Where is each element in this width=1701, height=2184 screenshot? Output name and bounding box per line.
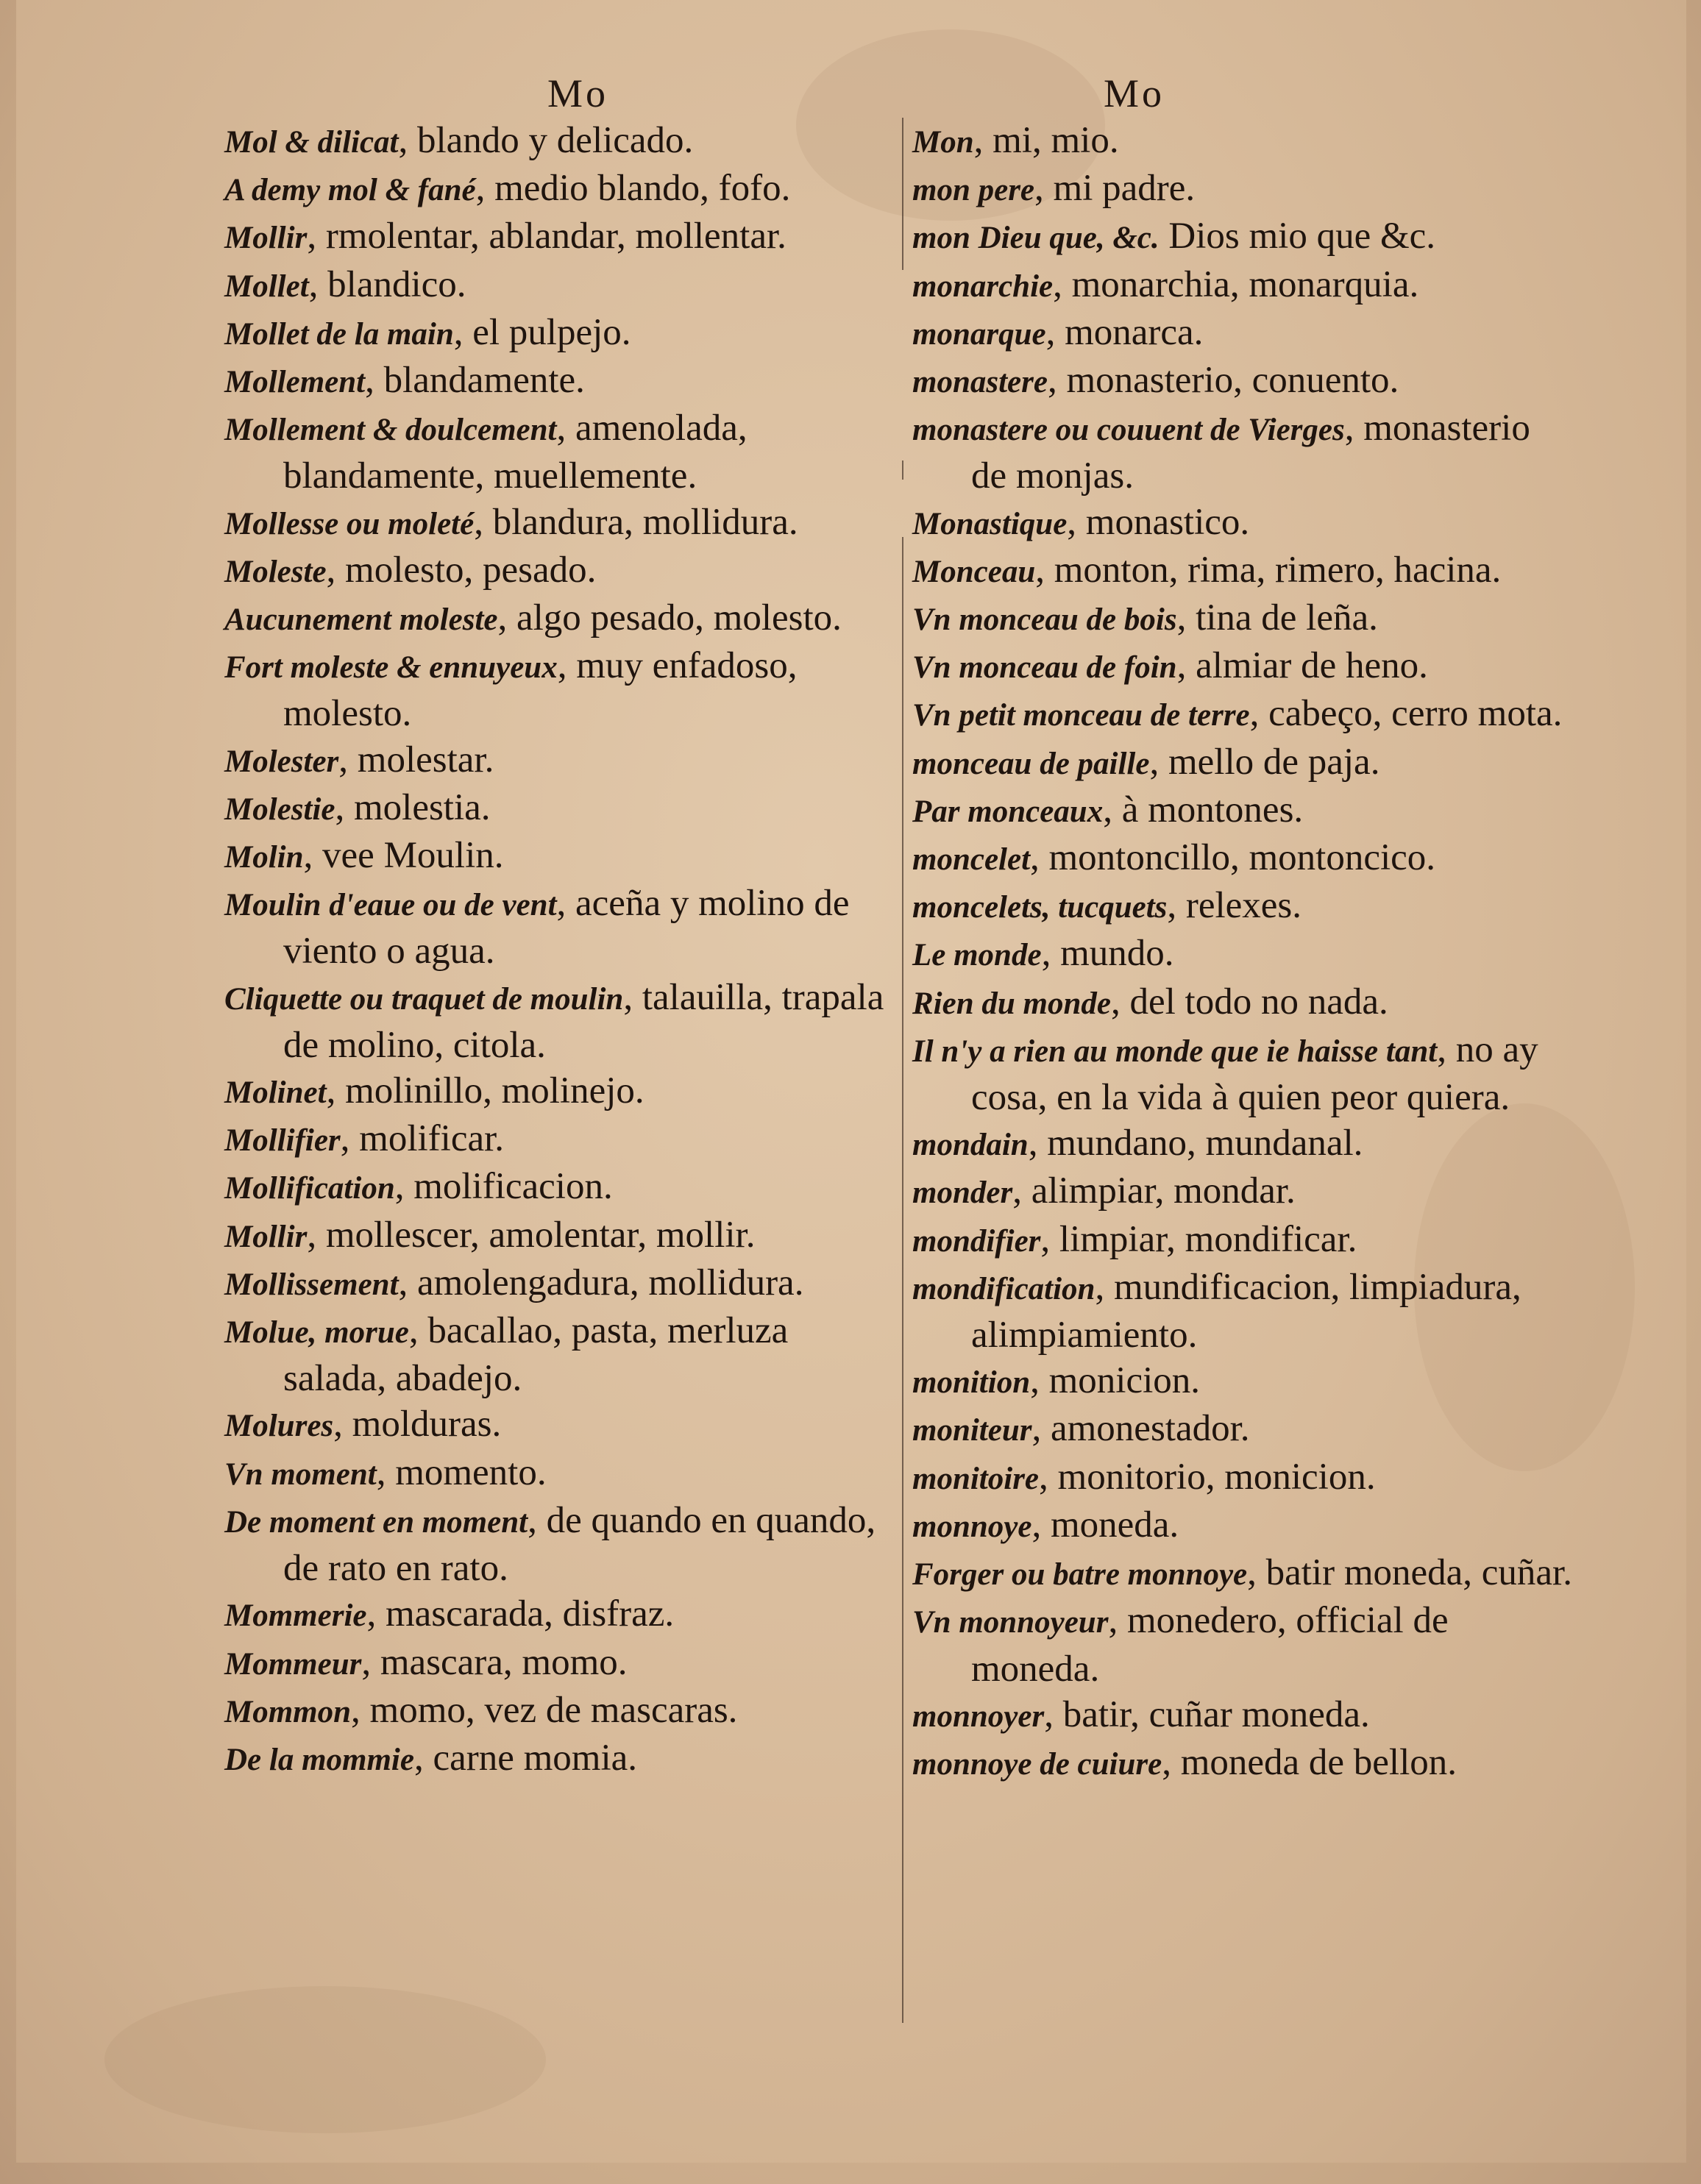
dictionary-entry bbox=[912, 1740, 1574, 1788]
entry-headword: monnoyer bbox=[912, 1699, 1045, 1734]
dictionary-entry bbox=[224, 881, 890, 974]
dictionary-entry bbox=[224, 213, 890, 261]
entry-translation: , mello de paja. bbox=[1149, 741, 1380, 783]
entry-translation: , muy enfadoso, molesto. bbox=[283, 645, 798, 735]
dictionary-entry bbox=[224, 1498, 890, 1591]
entry-translation: , el pulpejo. bbox=[453, 311, 631, 353]
entry-translation: , almiar de heno. bbox=[1176, 645, 1428, 687]
entry-translation: , monasterio de monjas. bbox=[971, 408, 1530, 497]
entry-translation: , bacallao, pasta, merluza salada, abadejo. bbox=[283, 1310, 789, 1400]
dictionary-entry bbox=[224, 1401, 890, 1449]
entry-headword: De moment en moment bbox=[224, 1504, 528, 1540]
entry-translation: , mascarada, disfraz. bbox=[366, 1593, 675, 1635]
entry-translation: , amonestador. bbox=[1031, 1408, 1250, 1450]
entry-translation: , mollescer, amolentar, mollir. bbox=[307, 1214, 756, 1256]
entry-headword: Le monde bbox=[912, 938, 1042, 973]
entry-headword: monition bbox=[912, 1365, 1031, 1401]
entry-headword: Molue, morue bbox=[224, 1315, 409, 1351]
dictionary-entry bbox=[912, 1454, 1574, 1502]
dictionary-entry bbox=[912, 1217, 1574, 1264]
entry-translation: , molduras. bbox=[333, 1404, 502, 1445]
dictionary-entry bbox=[912, 213, 1574, 261]
dictionary-entry bbox=[224, 310, 890, 358]
entry-translation: , monastico. bbox=[1067, 501, 1250, 543]
dictionary-entry bbox=[912, 310, 1574, 358]
entry-headword: Monceau bbox=[912, 554, 1036, 589]
entry-headword: Mollissement bbox=[224, 1267, 399, 1302]
entry-translation: , medio blando, fofo. bbox=[475, 168, 791, 210]
entry-translation: , molesto, pesado. bbox=[326, 549, 597, 591]
entry-headword: Cliquette ou traquet de moulin bbox=[224, 981, 624, 1017]
entry-headword: monder bbox=[912, 1175, 1013, 1211]
entry-translation: Dios mio que &c. bbox=[1159, 216, 1436, 257]
entry-headword: Aucunement moleste bbox=[224, 602, 498, 638]
entry-headword: monastere ou couuent de Vierges bbox=[912, 413, 1345, 448]
entry-translation: , rmolentar, ablandar, mollentar. bbox=[307, 216, 786, 257]
entry-headword: Molestie bbox=[224, 792, 335, 827]
dictionary-entry bbox=[912, 118, 1574, 166]
entry-translation: , momento. bbox=[376, 1451, 547, 1493]
entry-translation: , carne momia. bbox=[413, 1737, 638, 1779]
dictionary-entry bbox=[912, 595, 1574, 643]
entry-translation: , mascara, momo. bbox=[361, 1641, 628, 1683]
entry-translation: , blando y delicado. bbox=[398, 120, 694, 161]
entry-headword: mon pere bbox=[912, 173, 1035, 208]
entry-translation: , monarchia, monarquia. bbox=[1053, 263, 1419, 305]
entry-translation: , mi, mio. bbox=[973, 120, 1119, 161]
dictionary-entry bbox=[912, 1692, 1574, 1740]
entry-translation: , molificar. bbox=[340, 1118, 505, 1160]
entry-headword: moncelet bbox=[912, 842, 1031, 878]
dictionary-entry bbox=[912, 1168, 1574, 1216]
entry-headword: Forger ou batre monnoye bbox=[912, 1557, 1248, 1593]
dictionary-entry bbox=[224, 595, 890, 643]
entry-translation: , monton, rima, rimero, hacina. bbox=[1035, 549, 1502, 591]
dictionary-entry bbox=[224, 1450, 890, 1498]
entry-translation: , no ay cosa, en la vida à quien peor quiera. bbox=[971, 1028, 1538, 1119]
entry-headword: mon Dieu que, &c. bbox=[912, 221, 1160, 256]
dictionary-entry bbox=[224, 1640, 890, 1687]
entry-translation: , montoncillo, montoncico. bbox=[1030, 837, 1436, 879]
entry-headword: monarchie bbox=[912, 268, 1054, 304]
entry-headword: Mollet de la main bbox=[224, 316, 454, 352]
entry-translation: , vee Moulin. bbox=[303, 835, 504, 877]
dictionary-entry bbox=[912, 405, 1574, 499]
dictionary-entry bbox=[224, 1591, 890, 1639]
dictionary-entry bbox=[912, 1264, 1574, 1358]
dictionary-entry bbox=[224, 405, 890, 499]
entry-translation: , aceña y molino de viento o agua. bbox=[283, 883, 850, 972]
entry-headword: Rien du monde bbox=[912, 986, 1111, 1021]
entry-translation: , blandico. bbox=[308, 263, 466, 305]
left-column bbox=[224, 118, 890, 1783]
dictionary-entry bbox=[224, 262, 890, 310]
dictionary-entry bbox=[224, 785, 890, 833]
entry-headword: moniteur bbox=[912, 1413, 1032, 1448]
dictionary-entry bbox=[224, 1212, 890, 1260]
entry-headword: Molures bbox=[224, 1409, 334, 1444]
dictionary-entry bbox=[912, 883, 1574, 931]
entry-headword: Mon bbox=[912, 125, 974, 160]
entry-headword: Mollir bbox=[224, 1219, 308, 1254]
entry-translation: , monicion. bbox=[1030, 1360, 1201, 1402]
entry-translation: , mundificacion, limpiadura, alimpiamiento. bbox=[971, 1266, 1521, 1356]
dictionary-entry bbox=[912, 1502, 1574, 1550]
dictionary-entry bbox=[912, 547, 1574, 595]
entry-headword: Molin bbox=[224, 840, 304, 875]
entry-headword: monarque bbox=[912, 316, 1046, 352]
dictionary-entry bbox=[224, 1687, 890, 1735]
entry-translation: , amenolada, blandamente, muellemente. bbox=[283, 408, 747, 497]
dictionary-entry bbox=[912, 835, 1574, 883]
entry-translation: , alimpiar, mondar. bbox=[1012, 1170, 1296, 1212]
dictionary-entry bbox=[224, 547, 890, 595]
entry-translation: , monitorio, monicion. bbox=[1039, 1456, 1376, 1498]
dictionary-entry bbox=[224, 499, 890, 547]
dictionary-entry bbox=[224, 975, 890, 1068]
entry-translation: , molificacion. bbox=[394, 1166, 613, 1208]
entry-translation: , monasterio, conuento. bbox=[1047, 360, 1399, 402]
dictionary-entry bbox=[912, 262, 1574, 310]
entry-headword: Moleste bbox=[224, 554, 327, 589]
entry-headword: monastere bbox=[912, 365, 1048, 400]
dictionary-entry bbox=[224, 1068, 890, 1116]
dictionary-entry bbox=[912, 787, 1574, 835]
dictionary-entry bbox=[224, 1164, 890, 1212]
entry-translation: , cabeço, cerro mota. bbox=[1249, 693, 1563, 735]
entry-headword: Molester bbox=[224, 744, 339, 779]
dictionary-entry bbox=[224, 118, 890, 166]
entry-headword: Mollesse ou moleté bbox=[224, 506, 475, 541]
dictionary-entry bbox=[912, 739, 1574, 787]
entry-headword: Vn petit monceau de terre bbox=[912, 698, 1250, 733]
entry-translation: , monarca. bbox=[1045, 311, 1204, 353]
entry-headword: Mollir bbox=[224, 221, 308, 256]
dictionary-entry bbox=[224, 1735, 890, 1783]
dictionary-entry bbox=[224, 166, 890, 213]
entry-headword: Monastique bbox=[912, 506, 1068, 541]
dictionary-entry bbox=[224, 737, 890, 785]
entry-headword: monitoire bbox=[912, 1461, 1040, 1496]
entry-translation: , à montones. bbox=[1103, 789, 1304, 830]
dictionary-entry bbox=[912, 1550, 1574, 1598]
entry-translation: , mundano, mundanal. bbox=[1028, 1123, 1363, 1164]
dictionary-entry bbox=[912, 358, 1574, 405]
entry-headword: De la mommie bbox=[224, 1742, 414, 1777]
entry-headword: mondification bbox=[912, 1271, 1095, 1306]
entry-headword: Vn monnoyeur bbox=[912, 1605, 1109, 1640]
right-column bbox=[912, 118, 1574, 1788]
dictionary-entry bbox=[224, 1116, 890, 1164]
column-rule bbox=[902, 118, 903, 2023]
entry-headword: Moulin d'eaue ou de vent bbox=[224, 888, 557, 923]
entry-headword: Vn monceau de foin bbox=[912, 650, 1177, 686]
entry-translation: , de quando en quando, de rato en rato. bbox=[283, 1499, 876, 1590]
entry-translation: , blandura, mollidura. bbox=[474, 501, 798, 543]
running-head-left: Mo bbox=[547, 71, 609, 115]
entry-headword: Mommon bbox=[224, 1694, 352, 1729]
entry-translation: , momo, vez de mascaras. bbox=[351, 1689, 738, 1731]
entry-headword: Il n'y a rien au monde que ie haisse tant bbox=[912, 1034, 1438, 1069]
dictionary-entry bbox=[224, 1308, 890, 1401]
dictionary-entry bbox=[912, 979, 1574, 1027]
entry-translation: , moneda. bbox=[1031, 1504, 1179, 1545]
dictionary-entry bbox=[912, 1406, 1574, 1454]
paper-stain bbox=[104, 1986, 546, 2133]
entry-translation: , batir moneda, cuñar. bbox=[1247, 1552, 1572, 1594]
entry-headword: moncelets, tucquets bbox=[912, 890, 1168, 925]
dictionary-entry bbox=[224, 1260, 890, 1308]
entry-headword: Mollet bbox=[224, 268, 309, 304]
dictionary-entry bbox=[912, 691, 1574, 739]
dictionary-entry bbox=[912, 499, 1574, 547]
entry-translation: , molestia. bbox=[335, 786, 491, 828]
entry-headword: Par monceaux bbox=[912, 794, 1104, 829]
entry-headword: Fort moleste & ennuyeux bbox=[224, 650, 558, 686]
entry-headword: Mommerie bbox=[224, 1598, 367, 1634]
dictionary-entry bbox=[912, 166, 1574, 213]
entry-translation: , molestar. bbox=[338, 739, 494, 780]
entry-translation: , molinillo, molinejo. bbox=[326, 1070, 644, 1112]
entry-translation: , relexes. bbox=[1167, 885, 1302, 927]
dictionary-entry bbox=[912, 643, 1574, 691]
entry-translation: , mi padre. bbox=[1034, 168, 1196, 210]
entry-translation: , tina de leña. bbox=[1176, 597, 1378, 639]
entry-translation: , monedero, official de moneda. bbox=[971, 1600, 1449, 1690]
entry-headword: mondifier bbox=[912, 1223, 1041, 1259]
dictionary-entry bbox=[912, 931, 1574, 978]
entry-translation: , talauilla, trapala de molino, citola. bbox=[283, 976, 884, 1066]
entry-translation: , amolengadura, mollidura. bbox=[398, 1262, 804, 1303]
entry-translation: , del todo no nada. bbox=[1111, 981, 1388, 1022]
entry-headword: monceau de paille bbox=[912, 746, 1150, 781]
dictionary-entry bbox=[912, 1598, 1574, 1691]
dictionary-entry bbox=[912, 1027, 1574, 1120]
dictionary-entry bbox=[224, 833, 890, 881]
entry-headword: mondain bbox=[912, 1128, 1029, 1163]
entry-headword: Mollifier bbox=[224, 1123, 341, 1159]
entry-headword: Mol & dilicat bbox=[224, 125, 399, 160]
entry-translation: , moneda de bellon. bbox=[1162, 1741, 1457, 1783]
dictionary-entry bbox=[224, 358, 890, 405]
entry-headword: Vn moment bbox=[224, 1456, 377, 1492]
entry-translation: , batir, cuñar moneda. bbox=[1044, 1693, 1370, 1735]
entry-headword: monnoye bbox=[912, 1509, 1032, 1544]
entry-translation: , limpiar, mondificar. bbox=[1040, 1218, 1357, 1260]
entry-headword: Mommeur bbox=[224, 1646, 362, 1682]
entry-headword: Molinet bbox=[224, 1075, 327, 1111]
entry-headword: Vn monceau de bois bbox=[912, 602, 1177, 638]
entry-translation: , algo pesado, molesto. bbox=[497, 597, 842, 639]
entry-headword: Mollement bbox=[224, 365, 366, 400]
entry-headword: A demy mol & fané bbox=[224, 173, 476, 208]
entry-headword: monnoye de cuiure bbox=[912, 1746, 1162, 1782]
entry-translation: , blandamente. bbox=[365, 360, 585, 402]
running-head-right: Mo bbox=[1104, 71, 1165, 115]
dictionary-entry bbox=[912, 1120, 1574, 1168]
dictionary-entry bbox=[912, 1358, 1574, 1406]
dictionary-entry bbox=[224, 643, 890, 736]
entry-headword: Mollification bbox=[224, 1171, 395, 1206]
entry-translation: , mundo. bbox=[1041, 933, 1174, 975]
entry-headword: Mollement & doulcement bbox=[224, 413, 557, 448]
